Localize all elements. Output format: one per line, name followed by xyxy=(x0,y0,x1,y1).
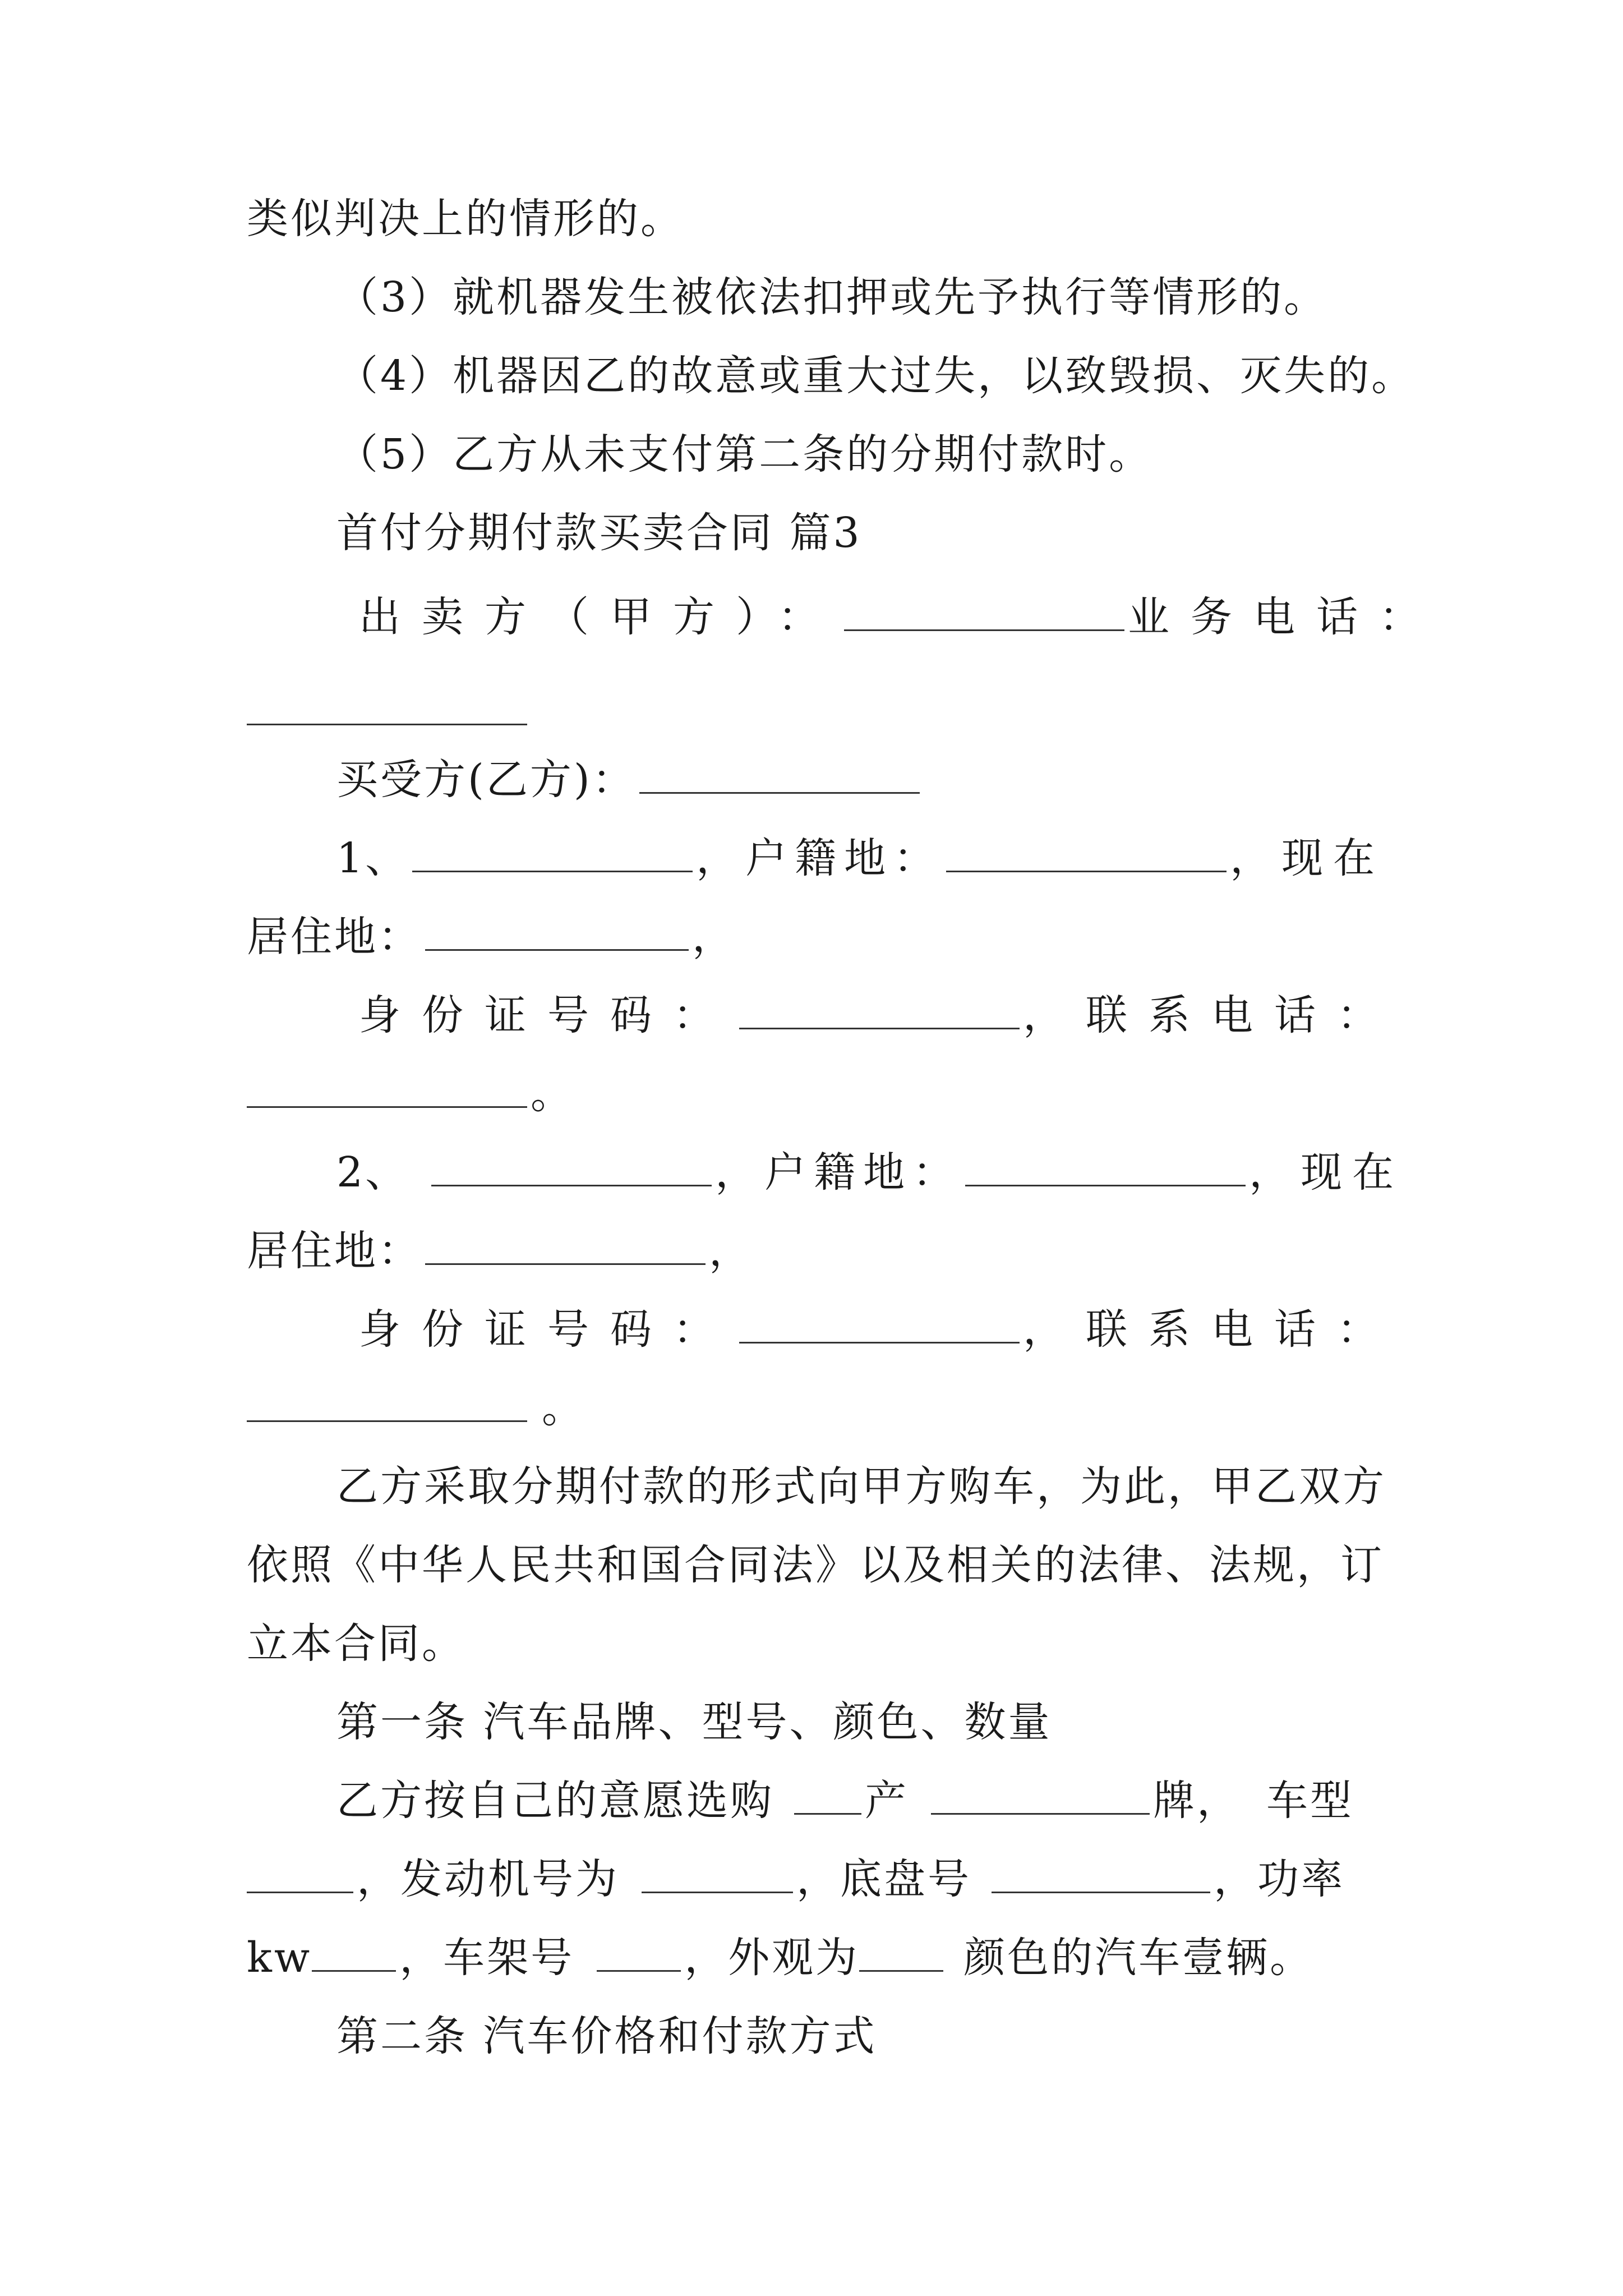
article2-heading: 第二条 汽车价格和付款方式 xyxy=(336,2012,877,2060)
paragraph1-line1: 乙方采取分期付款的形式向甲方购车，为此，甲乙双方 xyxy=(336,1462,1386,1511)
car-text-kw: kw xyxy=(247,1934,312,1982)
car-color-blank[interactable] xyxy=(859,1933,943,1972)
person1-id-line xyxy=(359,987,1400,1043)
person1-phone-line xyxy=(247,1066,1380,1122)
person2-phone-blank[interactable] xyxy=(247,1383,527,1422)
car-text-select: 乙方按自己的意愿选购 xyxy=(336,1777,774,1825)
car-text-engine: ，发动机号为 xyxy=(357,1855,619,1903)
car-text-power: ，功率 xyxy=(1214,1855,1345,1903)
car-text-appearance: ，外观为 xyxy=(684,1934,860,1982)
text-line-similar-judgment: 类似判决上的情形的。 xyxy=(247,195,684,243)
person2-residence-line xyxy=(247,1223,1380,1279)
person2-contact-label: ，联系电话： xyxy=(1023,1305,1400,1354)
clause-item-3: （3）就机器发生被依法扣押或先予执行等情形的。 xyxy=(336,273,1328,321)
person2-phone-line xyxy=(247,1380,1380,1436)
person2-current-label: ，现在 xyxy=(1249,1148,1404,1197)
person1-residence-blank[interactable] xyxy=(425,912,689,951)
car-text-frame: ，车架号 xyxy=(399,1934,575,1982)
person1-contact-label: ，联系电话： xyxy=(1023,991,1400,1039)
person2-line xyxy=(336,1144,1404,1200)
person2-residence-blank[interactable] xyxy=(425,1226,706,1265)
person1-residence-line xyxy=(247,909,1380,965)
paragraph1-line3: 立本合同。 xyxy=(247,1619,465,1668)
car-brand-blank[interactable] xyxy=(931,1776,1150,1815)
person1-name-blank[interactable] xyxy=(412,834,693,872)
car-line1 xyxy=(336,1773,1380,1829)
person2-name-blank[interactable] xyxy=(431,1148,712,1186)
seller-phone-blank[interactable] xyxy=(247,724,527,725)
contract-title: 首付分期付款买卖合同 篇3 xyxy=(336,509,862,557)
car-line2 xyxy=(247,1851,1380,1907)
paragraph1-line2: 依照《中华人民共和国合同法》以及相关的法律、法规，订 xyxy=(247,1541,1384,1589)
person2-id-line xyxy=(359,1301,1400,1358)
article1-heading: 第一条 汽车品牌、型号、颜色、数量 xyxy=(336,1698,1052,1746)
car-engine-blank[interactable] xyxy=(642,1855,793,1893)
car-origin-blank[interactable] xyxy=(794,1776,861,1815)
car-line3 xyxy=(247,1930,1380,1986)
car-text-brand: 牌， xyxy=(1153,1777,1241,1825)
car-model-blank[interactable] xyxy=(247,1855,353,1893)
person2-residence-label: 居住地： xyxy=(247,1227,422,1275)
seller-label: 出卖方（甲方）： xyxy=(359,593,841,641)
person1-id-label: 身份证号码： xyxy=(359,991,736,1039)
person1-residence-label: 居住地： xyxy=(247,913,422,961)
car-text-chassis: ，底盘号 xyxy=(796,1855,971,1903)
person1-household-blank[interactable] xyxy=(946,834,1227,872)
person1-line xyxy=(336,830,1385,886)
buyer-line xyxy=(336,752,1380,808)
person2-household-blank[interactable] xyxy=(965,1148,1246,1186)
person2-id-label: 身份证号码： xyxy=(359,1305,736,1354)
person1-period: 。 xyxy=(531,1070,574,1118)
buyer-name-blank[interactable] xyxy=(639,755,920,794)
person1-household-label: ，户籍地： xyxy=(696,834,943,882)
car-power-blank[interactable] xyxy=(312,1933,396,1972)
person2-period: 。 xyxy=(542,1384,585,1432)
car-text-model: 车型 xyxy=(1266,1777,1354,1825)
car-frame-blank[interactable] xyxy=(597,1933,681,1972)
person1-comma: ， xyxy=(692,913,736,961)
clause-item-4: （4）机器因乙的故意或重大过失，以致毁损、灭失的。 xyxy=(336,352,1415,400)
person2-household-label: ，户籍地： xyxy=(715,1148,962,1197)
car-text-origin: 产 xyxy=(865,1777,909,1825)
buyer-label: 买受方(乙方)： xyxy=(336,756,636,804)
person1-phone-blank[interactable] xyxy=(247,1069,527,1108)
person1-number: 1、 xyxy=(336,834,409,882)
clause-item-5: （5）乙方从未支付第二条的分期付款时。 xyxy=(336,430,1153,478)
person1-current-label: ，现在 xyxy=(1230,834,1385,882)
seller-phone-label: 业务电话： xyxy=(1128,593,1442,641)
person2-number: 2、 xyxy=(336,1148,409,1197)
person1-id-blank[interactable] xyxy=(739,991,1020,1029)
seller-line xyxy=(359,589,1442,645)
car-text-color: 颜色的汽车壹辆。 xyxy=(963,1934,1314,1982)
person2-id-blank[interactable] xyxy=(739,1305,1020,1343)
car-chassis-blank[interactable] xyxy=(992,1855,1210,1893)
person2-comma: ， xyxy=(709,1227,753,1275)
seller-name-blank[interactable] xyxy=(844,592,1124,631)
